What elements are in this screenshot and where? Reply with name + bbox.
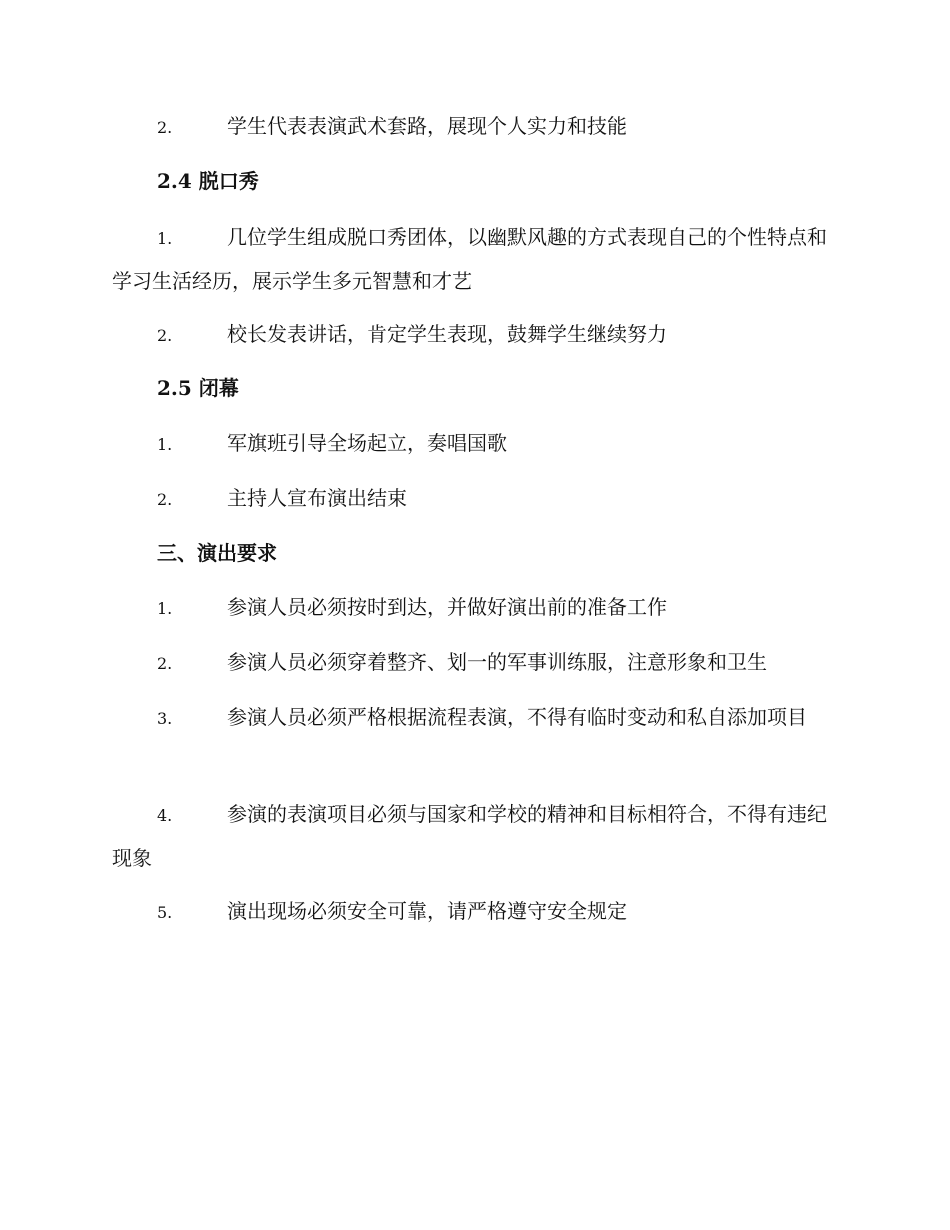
list-item: [112, 216, 837, 302]
section-heading-2-4: 2.4 脱口秀: [157, 169, 259, 193]
list-item: [112, 477, 837, 521]
list-text: 参演人员必须严格根据流程表演，不得有临时变动和私自添加项目: [227, 705, 807, 729]
list-text: 几位学生组成脱口秀团体，以幽默风趣的方式表现自己的个性特点和学习生活经历，展示学生多元智慧和才艺: [112, 225, 827, 293]
list-text: 参演人员必须按时到达，并做好演出前的准备工作: [227, 595, 667, 619]
list-text: 参演人员必须穿着整齐、划一的军事训练服，注意形象和卫生: [227, 650, 767, 674]
list-item: [112, 641, 837, 685]
list-number: 1.: [157, 599, 173, 618]
list-item: [112, 586, 837, 630]
section-heading-2-5: 2.5 闭幕: [157, 376, 239, 400]
list-number: 1.: [157, 229, 173, 248]
list-number: 2.: [157, 326, 173, 345]
list-number: 1.: [157, 435, 173, 454]
list-number: 4.: [157, 806, 173, 825]
list-number: 2.: [157, 654, 173, 673]
list-text: 参演的表演项目必须与国家和学校的精神和目标相符合，不得有违纪现象: [112, 802, 827, 870]
list-item: [112, 105, 837, 149]
list-item: [112, 793, 837, 879]
list-text: 学生代表表演武术套路，展现个人实力和技能: [227, 114, 627, 138]
list-text: 主持人宣布演出结束: [227, 486, 407, 510]
list-item: [112, 313, 837, 357]
list-number: 3.: [157, 709, 173, 728]
list-item: [112, 696, 837, 740]
list-text: 校长发表讲话，肯定学生表现，鼓舞学生继续努力: [227, 322, 667, 346]
list-number: 2.: [157, 118, 173, 137]
section-heading-3: 三、演出要求: [157, 541, 277, 565]
list-number: 2.: [157, 490, 173, 509]
list-text: 军旗班引导全场起立，奏唱国歌: [227, 431, 507, 455]
list-text: 演出现场必须安全可靠，请严格遵守安全规定: [227, 899, 627, 923]
list-item: [112, 890, 837, 934]
list-item: [112, 422, 837, 466]
list-number: 5.: [157, 903, 173, 922]
